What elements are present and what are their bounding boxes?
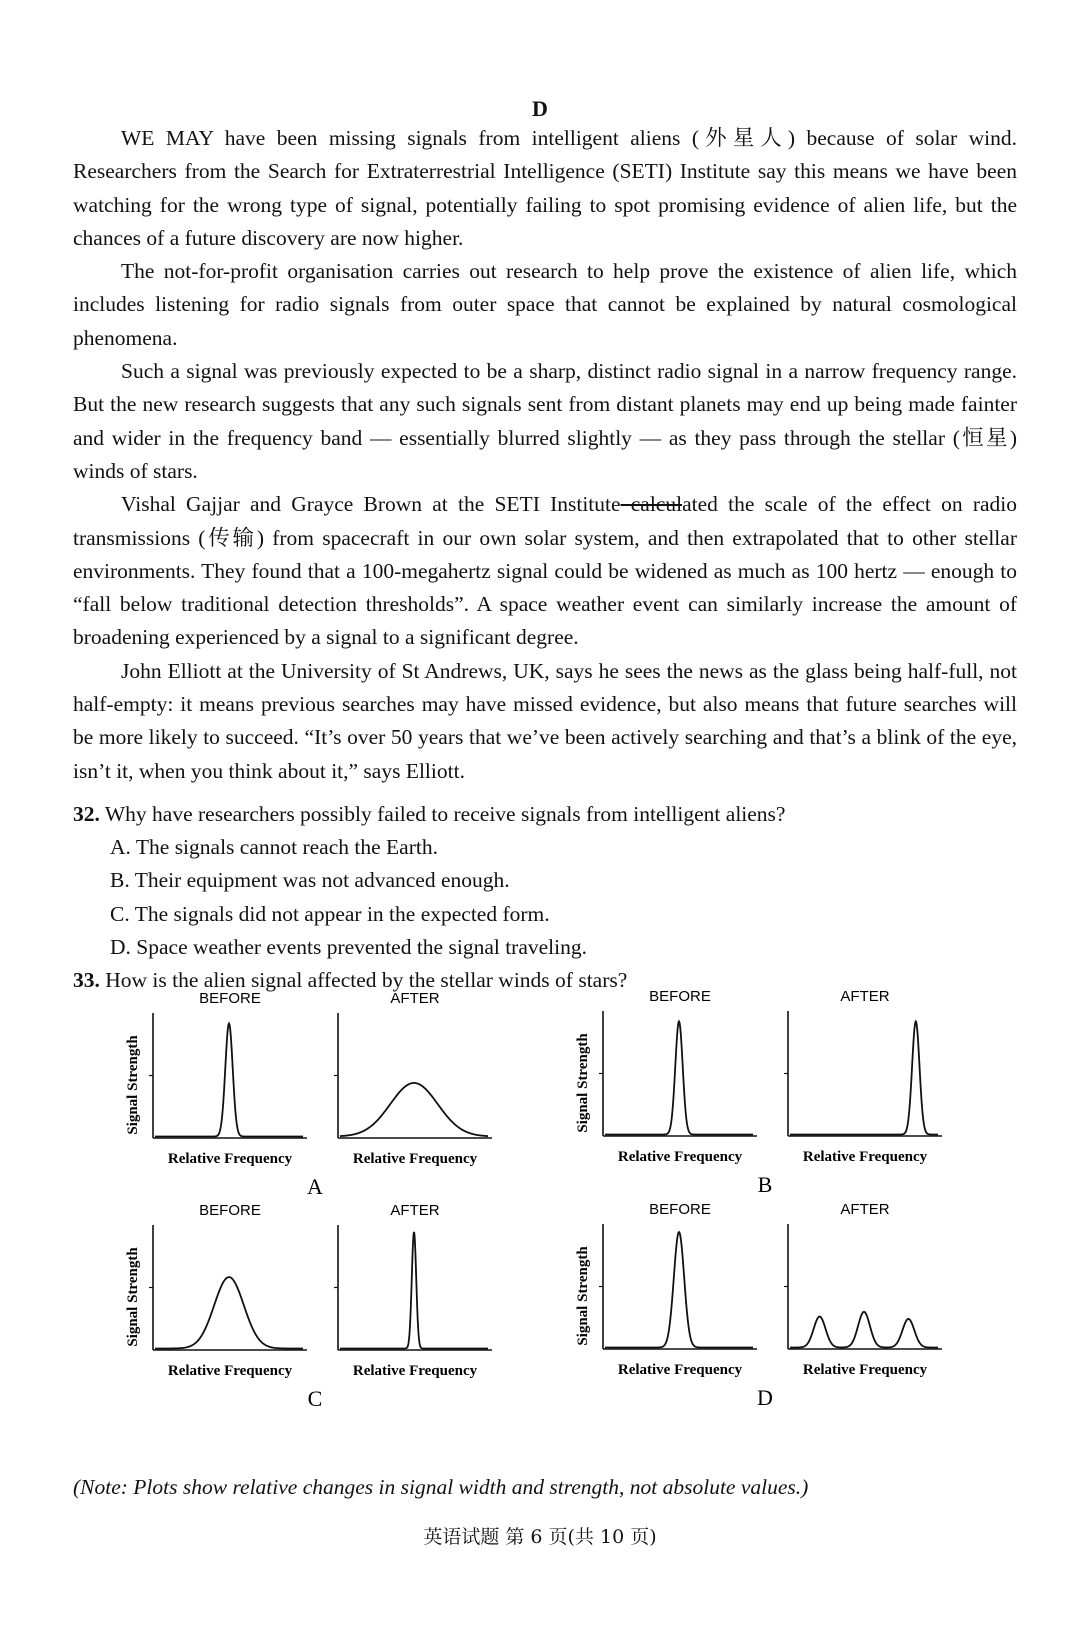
signal-curve	[605, 1021, 753, 1134]
plot-group-a	[115, 990, 515, 1220]
option-letter: B	[757, 1172, 773, 1197]
plot-title: AFTER	[840, 988, 890, 1005]
option-a: A. The signals cannot reach the Earth.	[110, 835, 438, 859]
plot-panel-after	[334, 990, 492, 1167]
question-32	[73, 798, 1017, 831]
plot-title: AFTER	[390, 1202, 440, 1219]
x-axis-label: Relative Frequency	[617, 1362, 743, 1378]
x-axis-label: Relative Frequency	[167, 1151, 293, 1167]
question-33-text: How is the alien signal affected by the stellar winds of stars?	[105, 968, 628, 992]
plot-panel-before	[599, 1201, 757, 1378]
x-axis-label: Relative Frequency	[352, 1363, 478, 1379]
signal-curve	[340, 1083, 488, 1136]
x-axis-label: Relative Frequency	[802, 1362, 928, 1378]
y-axis-label: Signal Strength	[575, 1033, 591, 1133]
x-axis-label: Relative Frequency	[617, 1149, 743, 1165]
plot-title: BEFORE	[199, 1202, 261, 1219]
plot-panel-before	[149, 990, 307, 1167]
paragraph-4-start: Vishal Gajjar and Grayce Brown at the SETI Institute	[121, 492, 621, 517]
question-32-options	[110, 831, 1010, 964]
plot-title: BEFORE	[649, 1201, 711, 1218]
plot-panel-before	[599, 988, 757, 1165]
plot-title: AFTER	[390, 990, 440, 1007]
plot-panel-after	[784, 1201, 942, 1378]
x-axis-label: Relative Frequency	[167, 1363, 293, 1379]
plot-option-c	[115, 1202, 515, 1432]
plot-option-a	[115, 990, 515, 1220]
plot-panel-after	[334, 1202, 492, 1379]
signal-curve	[790, 1312, 938, 1348]
question-32-text: Why have researchers possibly failed to receive signals from intelligent aliens?	[104, 802, 786, 826]
option-letter: D	[757, 1385, 773, 1410]
plot-panel-after	[784, 988, 942, 1165]
section-letter: D	[532, 96, 548, 121]
paragraph-2: The not-for-profit organisation carries out research to help prove the existence of alien life, which includes listening for radio signals from outer space that cannot be explained by natural cosmological phenomena.	[73, 259, 1017, 350]
paragraph-1: WE MAY have been missing signals from intelligent aliens (外星人) because of solar wind. Researchers from the Search for Extraterrestrial Intelligence (SETI) Institute say this means we have been watching for the wrong type of signal, potentially failing to spot promising evidence of alien life, but the chances of a future discovery are now higher.	[73, 126, 1017, 250]
plot-option-d	[565, 1201, 965, 1431]
x-axis-label: Relative Frequency	[352, 1151, 478, 1167]
question-32-number: 32.	[73, 802, 100, 826]
paragraph-4	[73, 488, 1017, 654]
signal-curve	[340, 1232, 488, 1349]
plot-title: AFTER	[840, 1201, 890, 1218]
paragraph-4-rest: ated the scale of the effect on radio transmissions (传输) from spacecraft in our own solar system, and then extrapolated that to other stellar environments. They found that a 100-megahertz signal could be widened as much as 100 hertz — enough to “fall below traditional detection thresholds”. A space weather event can similarly increase the amount of broadening experienced by a signal to a significant degree.	[73, 492, 1017, 650]
option-letter: A	[307, 1174, 323, 1199]
plot-group-c	[115, 1202, 515, 1432]
plot-option-b	[565, 988, 965, 1218]
signal-curve	[790, 1021, 938, 1134]
y-axis-label: Signal Strength	[575, 1246, 591, 1346]
plot-title: BEFORE	[199, 990, 261, 1007]
option-b: B. Their equipment was not advanced enough.	[110, 868, 510, 893]
plot-group-b	[565, 988, 965, 1218]
plot-group-d	[565, 1201, 965, 1431]
paragraph-5: John Elliott at the University of St Andrews, UK, says he sees the news as the glass being half-full, not half-empty: it means previous searches may have missed evidence, but also means that future searches will be more likely to succeed. “It’s over 50 years that we’ve been actively searching and that’s a blink of the eye, isn’t it, when you think about it,” says Elliott.	[73, 658, 1017, 783]
signal-curve	[155, 1023, 303, 1136]
struck-text: calcul	[620, 492, 683, 517]
paragraph-3: Such a signal was previously expected to be a sharp, distinct radio signal in a narrow frequency range. But the new research suggests that any such signals sent from distant planets may end up being made fainter and wider in the frequency band — essentially blurred slightly — as they pass through the stellar (恒星) winds of stars.	[73, 359, 1017, 483]
option-c: C. The signals did not appear in the expected form.	[110, 901, 550, 926]
question-33-number: 33.	[73, 968, 100, 992]
x-axis-label: Relative Frequency	[802, 1149, 928, 1165]
y-axis-label: Signal Strength	[125, 1035, 141, 1135]
y-axis-label: Signal Strength	[125, 1247, 141, 1347]
plot-panel-before	[149, 1202, 307, 1379]
page-footer: 英语试题 第 6 页(共 10 页)	[423, 1526, 657, 1548]
passage	[73, 122, 1017, 788]
signal-curve	[605, 1232, 753, 1347]
option-d: D. Space weather events prevented the signal traveling.	[110, 934, 587, 959]
signal-curve	[155, 1277, 303, 1348]
note: (Note: Plots show relative changes in signal width and strength, not absolute values.)	[73, 1475, 809, 1499]
option-letter: C	[307, 1386, 323, 1411]
plot-title: BEFORE	[649, 988, 711, 1005]
